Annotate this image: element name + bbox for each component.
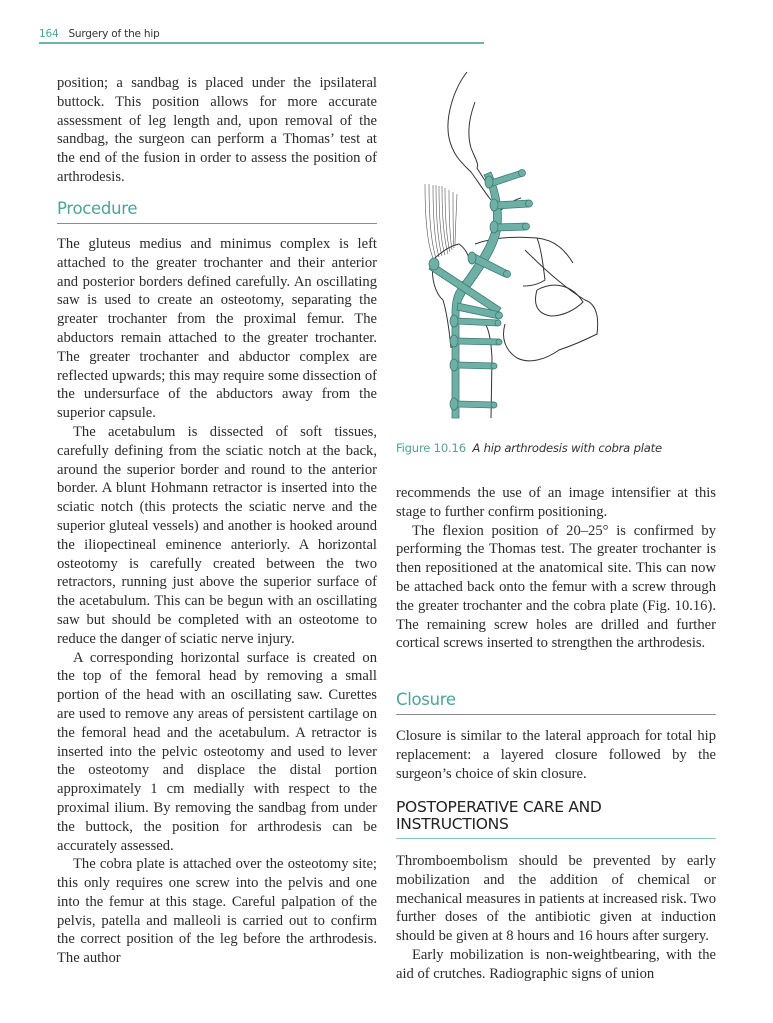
continued-text	[396, 484, 716, 653]
postoperative-text	[396, 852, 716, 984]
screw	[457, 318, 498, 326]
major-heading-postoperative	[396, 799, 716, 839]
figure-label: Figure 10.16	[396, 441, 466, 455]
screw	[457, 362, 494, 369]
paragraph: The cobra plate is attached over the osteotomy site; this only requires one screw into the pelvis and one into the femur at this stage. Careful palpation of the pelvis, patella and malleoli is carried out to confirm the correct position of the leg before the arthrodesis. The author	[57, 856, 377, 967]
screw	[457, 338, 499, 345]
screw-head	[490, 199, 498, 211]
paragraph: Early mobilization is non-weightbearing, with the aid of crutches. Radiographic signs of union	[396, 946, 716, 982]
section-heading-closure: Closure	[396, 690, 716, 715]
paragraph: Thromboembolism should be prevented by early mobilization and the addition of chemical or mechanical measures in patients at increased risk. Two further doses of the antibiotic given at induction should be given at 8 hours and 16 hours after surgery.	[396, 853, 716, 945]
heading-line: POSTOPERATIVE CARE AND	[396, 798, 602, 816]
cobra-plate	[429, 170, 529, 428]
paragraph: The acetabulum is dissected of soft tissues, carefully defining from the sciatic notch at the back, around the superior border and round to the anterior border. A blunt Hohmann retractor is inserted into the sciatic notch (this protects the sciatic nerve and the superior gluteal vessels) and another is hooked around the iliopectineal eminence anteriorly. A horizontal osteotomy is carefully created between the two retractors, running just above the superior surface of the acetabulum. This can be begun with an oscillating saw but should be completed with an osteotome to reduce the danger of sciatic nerve injury.	[57, 423, 377, 647]
ischium-outline	[504, 250, 598, 361]
screw-head	[490, 221, 498, 233]
paragraph-intro: position; a sandbag is placed under the ipsilateral buttock. This position allows for more accurate assessment of leg length and, upon removal of the sandbag, the surgeon can perform a Thomas’ test at the end of the fusion in order to assess the position of arthrodesis.	[57, 75, 377, 185]
paragraph: The gluteus medius and minimus complex is left attached to the greater trochanter and their anterior and posterior borders defined carefully. An oscillating saw is used to create an osteotomy, separating the greater trochanter from the proximal femur. The abductors remain attached to the greater trochanter. The greater trochanter and abductor complex are reflected upwards; this may require some dissection of the undersurface of the abductors away from the superior capsule.	[57, 236, 377, 422]
figure-caption-text: A hip arthrodesis with cobra plate	[472, 441, 662, 455]
obturator-outline	[536, 285, 583, 316]
running-head-title: Surgery of the hip	[68, 28, 160, 40]
screw-head	[485, 176, 493, 188]
section-heading-procedure: Procedure	[57, 199, 377, 224]
screw-head	[450, 359, 458, 371]
acetabulum-outline	[523, 238, 545, 286]
screw-head	[450, 315, 458, 327]
figure-caption	[396, 441, 662, 455]
paragraph: recommends the use of an image intensifier at this stage to further confirm positioning.	[396, 485, 716, 520]
screw-head	[468, 252, 476, 264]
screw	[496, 200, 529, 209]
paragraph: A corresponding horizontal surface is created on the top of the femoral head by removing a small portion of the head with an oscillating saw. Curettes are used to remove any areas of persistent cartilage on the femoral head and the acetabulum. A retractor is inserted into the pelvic osteotomy and used to lever the osteotomy and displace the distal portion approximately 1 cm medially with respect to the proximal ilium. By removing the sandbag from under the buttock, the position for arthrodesis can be accurately assessed.	[57, 649, 377, 854]
page-number: 164	[39, 28, 59, 40]
muscle-fibres	[425, 184, 457, 258]
procedure-text	[57, 235, 377, 968]
paragraph-closure: Closure is similar to the lateral approach for total hip replacement: a layered closure followed by the surgeon’s choice of skin closure.	[396, 728, 716, 782]
hip-arthrodesis-illustration	[405, 68, 625, 428]
running-head-rule	[39, 42, 484, 44]
screw-head	[450, 398, 458, 410]
screw-head	[429, 258, 439, 270]
paragraph: The flexion position of 20–25° is confirmed by performing the Thomas test. The greater trochanter is then repositioned at the anatomical site. This can now be attached back onto the femur with a screw through the greater trochanter and the cobra plate (Fig. 10.16). The remaining screw holes are drilled and further cortical screws inserted to strengthen the arthrodesis.	[396, 522, 716, 652]
screw	[496, 223, 526, 231]
heading-line: INSTRUCTIONS	[396, 815, 509, 833]
screw	[457, 401, 494, 408]
figure-hip-arthrodesis	[405, 68, 625, 428]
screw-head	[450, 335, 458, 347]
